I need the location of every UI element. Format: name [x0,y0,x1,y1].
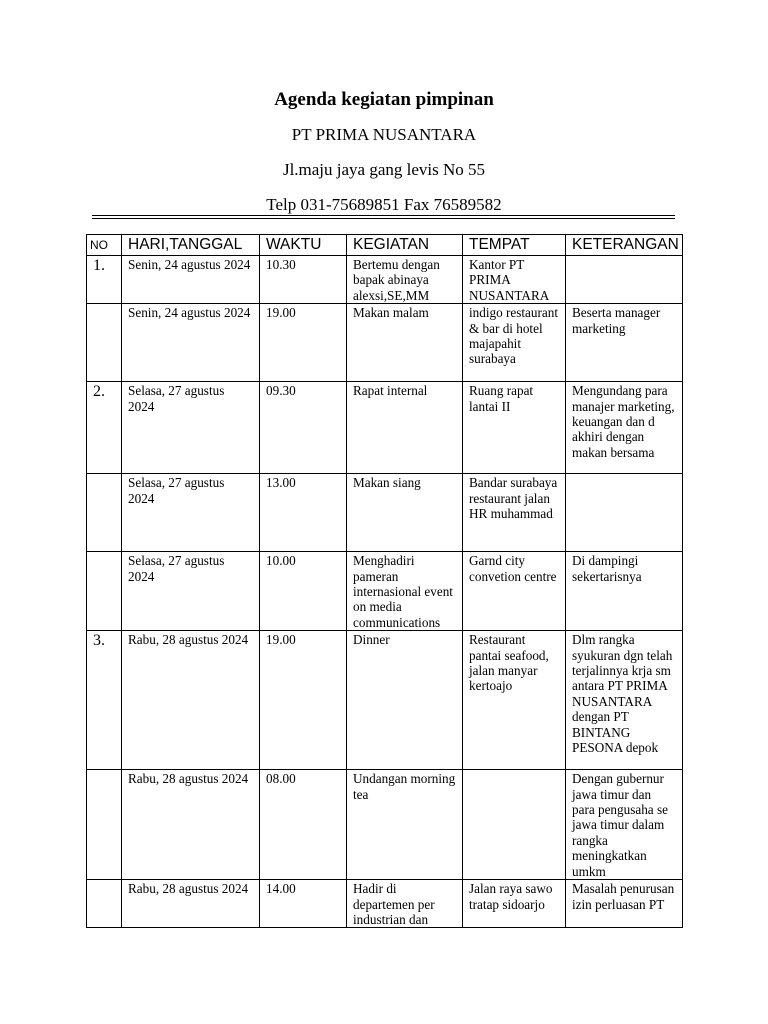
table-row [87,382,683,474]
cell-date: Selasa, 27 agustus 2024 [122,382,260,474]
cell-date: Rabu, 28 agustus 2024 [122,631,260,770]
cell-date: Rabu, 28 agustus 2024 [122,770,260,880]
cell-place: indigo restaurant & bar di hotel majapahit surabaya [463,304,566,382]
cell-date: Senin, 24 agustus 2024 [122,304,260,382]
agenda-table [86,234,683,928]
table-row [87,474,683,552]
cell-activity: Menghadiri pameran internasional event on media communications [347,552,463,631]
cell-place: Jalan raya sawo tratap sidoarjo [463,880,566,928]
table-row [87,256,683,304]
cell-place: Garnd city convetion centre [463,552,566,631]
cell-note: Masalah penurusan izin perluasan PT [566,880,683,928]
table-row [87,304,683,382]
cell-no [87,770,122,880]
cell-time: 19.00 [260,631,347,770]
cell-place: Ruang rapat lantai II [463,382,566,474]
cell-no [87,880,122,928]
header-rule-top [92,215,675,216]
cell-note [566,474,683,552]
column-header-no: NO [87,235,122,256]
cell-no: 3. [87,631,122,770]
column-header-place: TEMPAT [463,235,566,256]
table-row [87,631,683,770]
cell-note: Di dampingi sekertarisnya [566,552,683,631]
table-row [87,552,683,631]
cell-note: Beserta manager marketing [566,304,683,382]
table-header-row [87,235,683,256]
cell-activity: Bertemu dengan bapak abinaya alexsi,SE,MM [347,256,463,304]
cell-place: Kantor PT PRIMA NUSANTARA [463,256,566,304]
cell-activity: Hadir di departemen per industrian dan [347,880,463,928]
cell-date: Rabu, 28 agustus 2024 [122,880,260,928]
document-title: Agenda kegiatan pimpinan [274,89,494,110]
cell-note [566,256,683,304]
cell-no [87,474,122,552]
cell-date: Selasa, 27 agustus 2024 [122,474,260,552]
cell-activity: Dinner [347,631,463,770]
cell-activity: Makan malam [347,304,463,382]
cell-time: 10.00 [260,552,347,631]
cell-no [87,552,122,631]
cell-time: 09.30 [260,382,347,474]
cell-time: 13.00 [260,474,347,552]
cell-place: Bandar surabaya restaurant jalan HR muhammad [463,474,566,552]
cell-place [463,770,566,880]
column-header-note: KETERANGAN [566,235,683,256]
header-rule-bottom [92,218,675,219]
cell-time: 19.00 [260,304,347,382]
cell-place: Restaurant pantai seafood, jalan manyar kertoajo [463,631,566,770]
column-header-date: HARI,TANGGAL [122,235,260,256]
table-row [87,880,683,928]
cell-date: Selasa, 27 agustus 2024 [122,552,260,631]
cell-note: Mengundang para manajer marketing, keuangan dan d akhiri dengan makan bersama [566,382,683,474]
company-address: Jl.maju jaya gang levis No 55 [282,160,486,179]
cell-no [87,304,122,382]
cell-note: Dengan gubernur jawa timur dan para pengusaha se jawa timur dalam rangka meningkatkan umkm [566,770,683,880]
cell-time: 14.00 [260,880,347,928]
table-row [87,770,683,880]
column-header-time: WAKTU [260,235,347,256]
cell-date: Senin, 24 agustus 2024 [122,256,260,304]
cell-no: 1. [87,256,122,304]
cell-no: 2. [87,382,122,474]
column-header-activity: KEGIATAN [347,235,463,256]
cell-time: 08.00 [260,770,347,880]
cell-activity: Rapat internal [347,382,463,474]
cell-note: Dlm rangka syukuran dgn telah terjalinnya krja sm antara PT PRIMA NUSANTARA dengan PT BINTANG PESONA depok [566,631,683,770]
cell-activity: Undangan morning tea [347,770,463,880]
company-name: PT PRIMA NUSANTARA [291,125,477,144]
company-phone: Telp 031-75689851 Fax 76589582 [266,195,502,214]
cell-activity: Makan siang [347,474,463,552]
cell-time: 10.30 [260,256,347,304]
